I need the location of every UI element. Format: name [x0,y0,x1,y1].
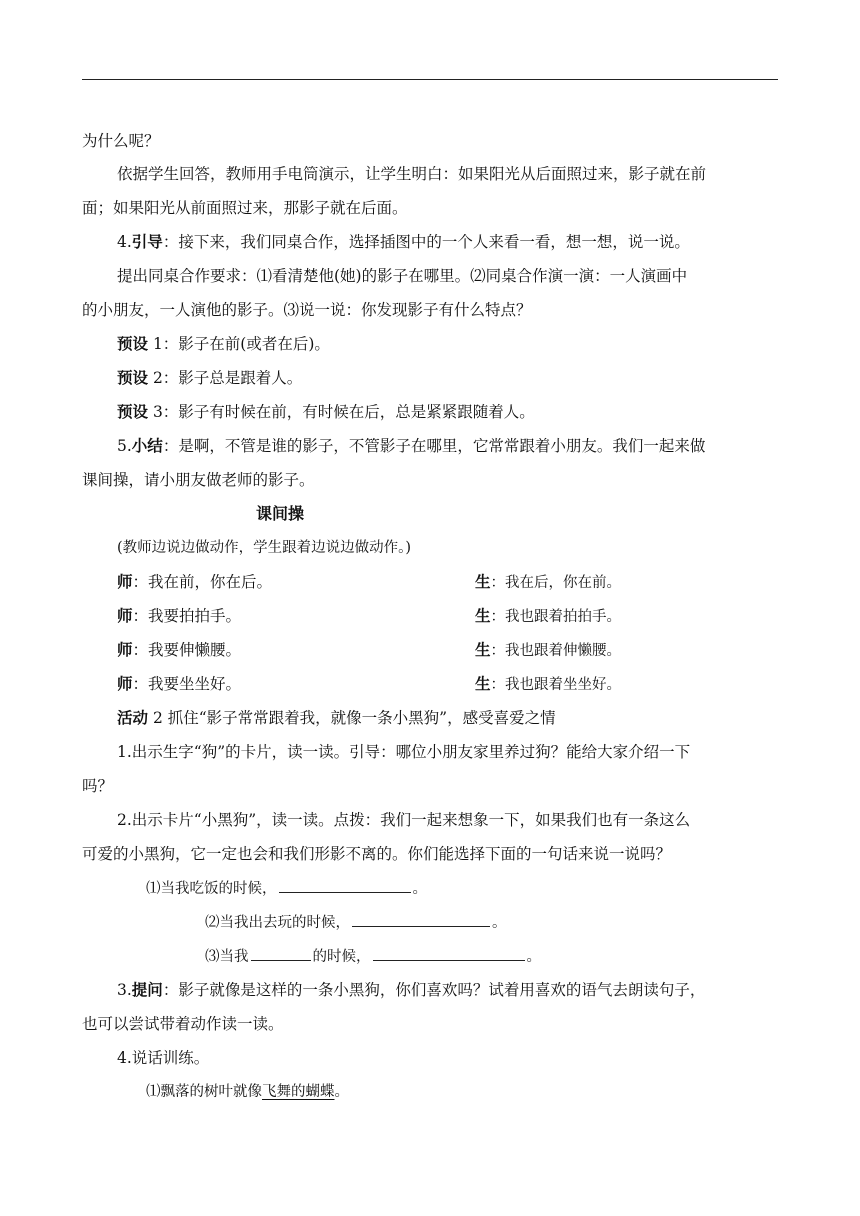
paragraph-line: 提出同桌合作要求：⑴看清楚他(她)的影子在哪里。⑵同桌合作演一演：一人演画中 [117,267,688,285]
paragraph-line: 依据学生回答，教师用手电筒演示，让学生明白：如果阳光从后面照过来，影子就在前 [117,165,707,183]
fill-blank [373,946,525,961]
fill-blank [279,878,411,893]
paragraph-line: 吗？ [82,777,114,795]
dialog-row: 师：我要坐坐好。 生：我也跟着坐坐好。 [117,675,622,693]
example-sentence: ⑴飘落的树叶就像飞舞的蝴蝶。 [146,1084,349,1100]
step-3-question: 3.提问：影子就像是这样的一条小黑狗，你们喜欢吗？试着用喜欢的语气去朗读句子， [117,981,706,999]
sentence-prompt-2: ⑵当我出去玩的时候， 。 [205,912,860,933]
paragraph-line: 课间操，请小朋友做老师的影子。 [82,471,315,489]
step-5-summary: 5.小结：是啊，不管是谁的影子，不管影子在哪里，它常常跟着小朋友。我们一起来做 [117,437,706,455]
fill-blank [352,912,490,927]
sentence-prompt-3: ⑶当我 的时候， 。 [205,946,860,967]
paragraph-line: 4.说话训练。 [117,1049,210,1067]
paragraph-line: 可爱的小黑狗，它一定也会和我们形影不离的。你们能选择下面的一句话来说一说吗？ [82,845,672,863]
paragraph-line: 为什么呢？ [82,132,160,150]
preset-2: 预设 2：影子总是跟着人。 [117,369,303,387]
preset-3: 预设 3：影子有时候在前，有时候在后，总是紧紧跟随着人。 [117,403,535,421]
step-4-guide: 4.引导：接下来，我们同桌合作，选择插图中的一个人来看一看，想一想，说一说。 [117,233,690,251]
paragraph-line: 2.出示卡片“小黑狗”，读一读。点拨：我们一起来想象一下，如果我们也有一条这么 [117,811,691,829]
dialog-row: 师：我在前，你在后。 生：我在后，你在前。 [117,573,622,591]
paragraph-line: 的小朋友，一人演他的影子。⑶说一说：你发现影子有什么特点？ [82,301,532,319]
stage-direction: (教师边说边做动作，学生跟着边说边做动作。) [117,540,412,556]
dialog-row: 师：我要伸懒腰。 生：我也跟着伸懒腰。 [117,641,622,659]
sentence-prompt-1: ⑴当我吃饭的时候， 。 [146,878,842,899]
dialog-row: 师：我要拍拍手。 生：我也跟着拍拍手。 [117,607,622,625]
preset-1: 预设 1：影子在前(或者在后)。 [117,335,330,353]
paragraph-line: 1.出示生字“狗”的卡片，读一读。引导：哪位小朋友家里养过狗？能给大家介绍一下 [117,743,691,761]
section-heading: 课间操 [256,504,305,523]
paragraph-line: 面；如果阳光从前面照过来，那影子就在后面。 [82,199,408,217]
header-rule [82,79,778,80]
activity-2-title: 活动 2 抓住“影子常常跟着我，就像一条小黑狗”，感受喜爱之情 [117,709,556,727]
fill-blank [251,946,311,961]
paragraph-line: 也可以尝试带着动作读一读。 [82,1015,284,1033]
